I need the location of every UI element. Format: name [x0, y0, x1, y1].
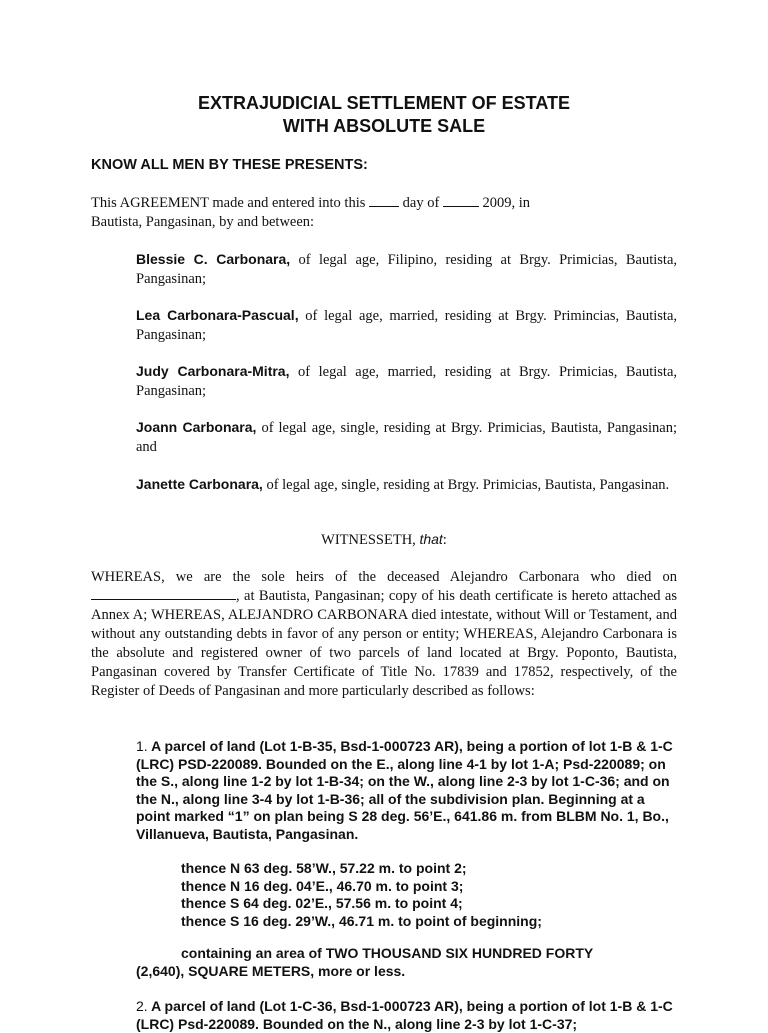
parcel-1: [136, 738, 677, 843]
intro-text-3: 2009, in: [482, 195, 531, 211]
preamble-heading: KNOW ALL MEN BY THESE PRESENTS:: [91, 157, 368, 173]
boundary-line: thence N 16 deg. 04’E., 46.70 m. to point 3;: [181, 877, 464, 894]
intro-paragraph: [91, 194, 691, 232]
party-desc: of legal age, married, residing at Brgy. Primicias, Bautista, Pangasinan;: [136, 364, 678, 399]
whereas-text-1: WHEREAS, we are the sole heirs of the deceased Alejandro Carbonara who died on: [91, 569, 677, 585]
party-desc: of legal age, single, residing at Brgy. Primicias, Bautista, Pangasinan; and: [136, 420, 678, 455]
title-line-2: WITH ABSOLUTE SALE: [282, 116, 486, 136]
parcel-number: 2.: [136, 998, 148, 1014]
boundary-line: thence N 63 deg. 58’W., 57.22 m. to point 2;: [181, 860, 467, 876]
boundary-line: thence S 16 deg. 29’W., 46.71 m. to point of beginning;: [181, 912, 542, 929]
party-desc: of legal age, married, residing at Brgy. Primincias, Bautista, Pangasinan;: [136, 308, 678, 343]
parcel-description: A parcel of land (Lot 1-C-36, Bsd-1-000723 AR), being a portion of lot 1-B & 1-C (LRC) Psd-220089. Bounded on the N., along line 2-3 by lot 1-C-37;: [136, 998, 673, 1032]
intro-text-2: day of: [402, 195, 440, 211]
intro-text-1: This AGREEMENT made and entered into this: [91, 195, 366, 211]
intro-text-4: Bautista, Pangasinan, by and between:: [91, 214, 315, 230]
whereas-text-2: , at Bautista, Pangasinan; copy of his death certificate is hereto attached as Annex A; WHEREAS, ALEJANDRO CARBONARA died intestate, without Will or Testament, and without any outstanding debts in favor of any person or entity; WHEREAS, Alejandro Carbonara is the absolute and registered owner of two parcels of land located at Brgy. Poponto, Bautista, Pangasinan covered by Transfer Certificate of Title No. 17839 and 17852, respectively, of the Register of Deeds of Pangasinan and more particularly described as follows:: [91, 588, 677, 699]
party-name: Lea Carbonara-Pascual,: [136, 307, 299, 323]
witnesseth-that: that: [419, 531, 443, 547]
parcel-2: [136, 998, 677, 1033]
party-name: Judy Carbonara-Mitra,: [136, 363, 290, 379]
area-line-2: (2,640), SQUARE METERS, more or less.: [136, 962, 406, 979]
parcel-description: A parcel of land (Lot 1-B-35, Bsd-1-000723 AR), being a portion of lot 1-B & 1-C (LRC) PSD-220089. Bounded on the E., along line 4-1 by lot 1-A; Psd-220089; on the S., along line 1-2 by lot 1-B-34; on the W., along line 2-3 by lot 1-C-36; and on the N., along line 3-4 by lot 1-B-36; all of the subdivision plan. Beginning at a point marked “1” on plan being S 28 deg. 56’E., 641.86 m. from BLBM No. 1, Bo., Villanueva, Bautista, Pangasinan.: [136, 738, 673, 842]
whereas-paragraph: [91, 568, 677, 701]
party-name: Janette Carbonara,: [136, 476, 263, 492]
party-name: Blessie C. Carbonara,: [136, 251, 291, 267]
month-blank: [443, 194, 479, 207]
boundary-line: thence S 64 deg. 02’E., 57.56 m. to point 4;: [181, 895, 463, 911]
boundary-list: [181, 860, 542, 930]
party-name: Joann Carbonara,: [136, 419, 257, 435]
party-1: [136, 250, 677, 289]
party-4: [136, 418, 677, 457]
area-line-1: containing an area of TWO THOUSAND SIX HUNDRED FORTY: [181, 945, 594, 961]
day-blank: [369, 194, 399, 207]
title-line-1: EXTRAJUDICIAL SETTLEMENT OF ESTATE: [197, 93, 570, 113]
party-5: [136, 475, 677, 495]
party-3: [136, 362, 677, 401]
witnesseth-heading: WITNESSETH, that:: [321, 531, 447, 548]
area-statement: [136, 945, 677, 980]
document-title: [0, 92, 768, 138]
parcel-number: 1.: [136, 738, 148, 754]
party-desc: of legal age, Filipino, residing at Brgy. Primicias, Bautista, Pangasinan;: [136, 252, 678, 287]
party-2: [136, 306, 677, 345]
death-date-blank: [91, 587, 236, 600]
party-desc: of legal age, single, residing at Brgy. Primicias, Bautista, Pangasinan.: [266, 477, 670, 493]
witnesseth-text: WITNESSETH,: [321, 532, 416, 548]
